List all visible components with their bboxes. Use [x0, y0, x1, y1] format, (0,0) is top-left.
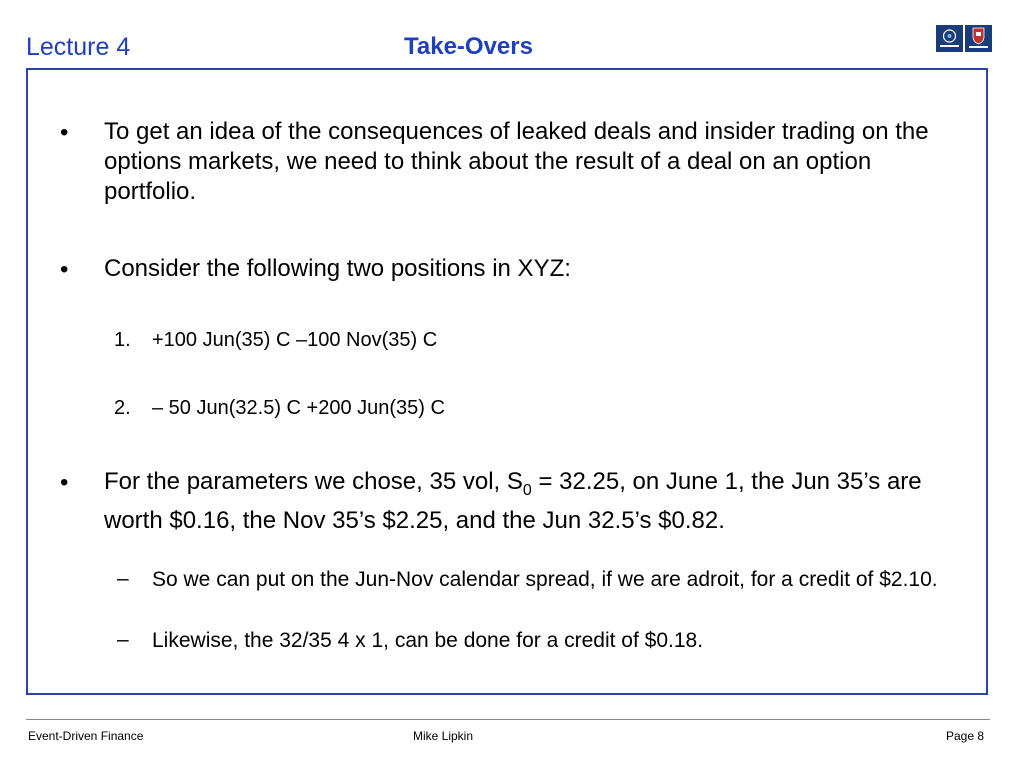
numbered-item-text: +100 Jun(35) C –100 Nov(35) C — [152, 329, 438, 351]
numbered-item-number: 1. — [114, 329, 131, 351]
sub-bullet-marker: – — [117, 628, 129, 651]
parameters-bullet — [104, 467, 964, 536]
oxford-logo-icon — [936, 25, 963, 52]
footer-divider — [26, 719, 990, 720]
lecture-label: Lecture 4 — [26, 33, 131, 61]
page-number: Page 8 — [946, 729, 985, 743]
sub-bullet-item: Likewise, the 32/35 4 x 1, can be done for a credit of $0.18. — [152, 629, 704, 652]
page-title: Take-Overs — [404, 33, 533, 60]
bullet-item: Consider the following two positions in XYZ: — [104, 255, 571, 282]
subscript-zero: 0 — [522, 481, 532, 499]
bullet-item: To get an idea of the consequences of leaked deals and insider trading on the options markets, we need to think about the result of a deal on an option portfolio. — [104, 118, 929, 205]
sub-bullet-marker: – — [117, 567, 129, 590]
footer-author: Mike Lipkin — [413, 729, 474, 743]
numbered-item-number: 2. — [114, 397, 131, 419]
bullet-marker: • — [60, 256, 69, 283]
numbered-item-text: – 50 Jun(32.5) C +200 Jun(35) C — [152, 397, 445, 419]
footer-course: Event-Driven Finance — [28, 729, 144, 743]
parameters-text-end: = 32.25, on June 1, the Jun 35’s are worth $0.16, the Nov 35’s $2.25, and the Jun 32.5’s $0.82. — [104, 468, 922, 534]
bullet-marker: • — [60, 119, 69, 146]
bullet-marker: • — [60, 469, 69, 496]
university-crest-icon — [965, 25, 992, 52]
parameters-text-start: For the parameters we chose, 35 vol, S — [104, 468, 523, 495]
sub-bullet-item: So we can put on the Jun-Nov calendar spread, if we are adroit, for a credit of $2.10. — [152, 568, 938, 591]
